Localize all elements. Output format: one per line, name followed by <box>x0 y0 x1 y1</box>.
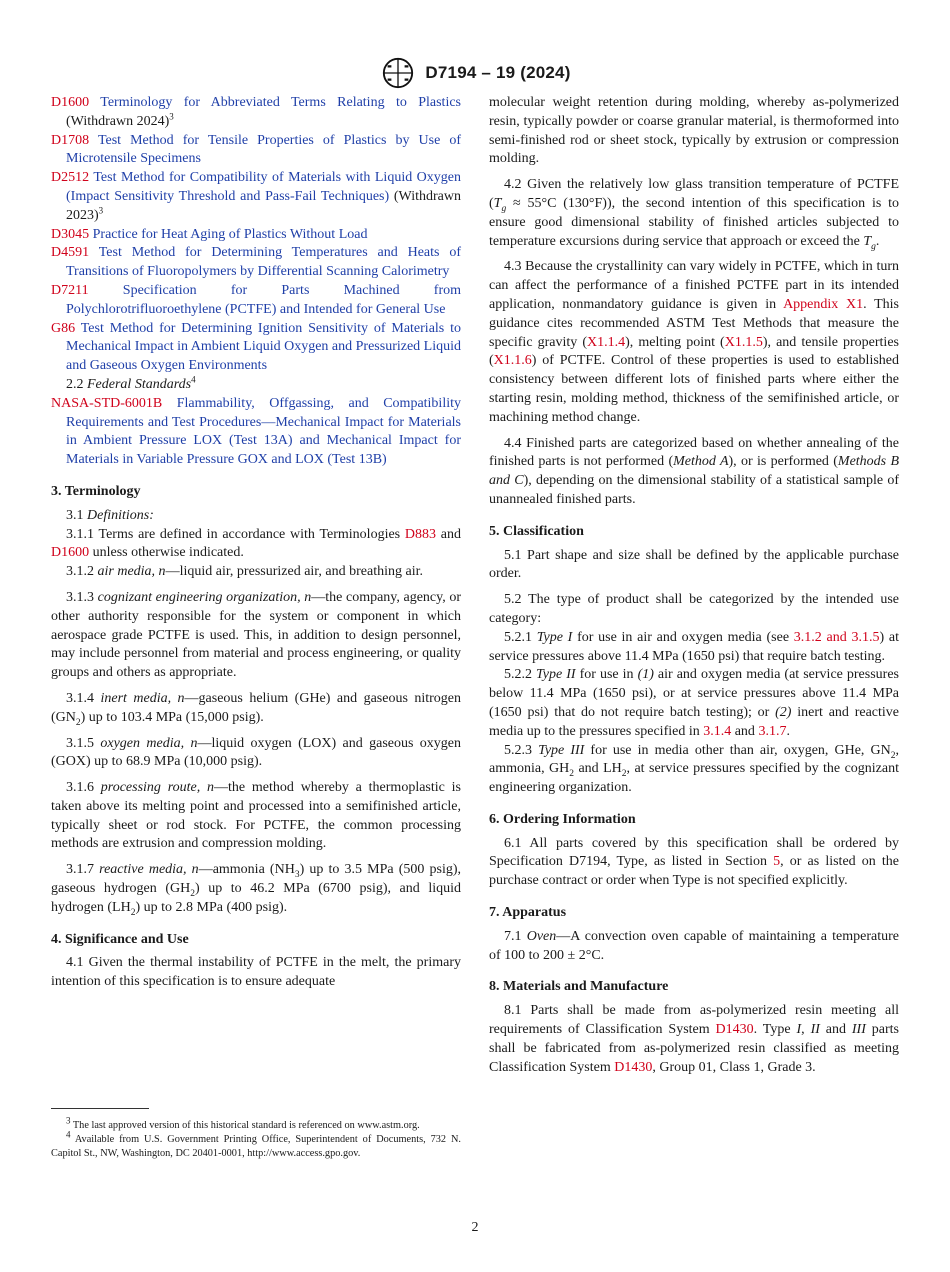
paragraph: 3.1.5 oxygen media, n—liquid oxygen (LOX) and gaseous oxygen (GOX) up to 68.9 MPa (10,000 psig). <box>51 735 462 770</box>
ref-code[interactable]: NASA-STD-6001B <box>51 395 163 411</box>
footnote: $^3$ The last approved version of this historical standard is referenced on www.astm.org. <box>66 1115 420 1131</box>
paragraph: 4.1 Given the thermal instability of PCTFE in the melt, the primary intention of this specification is to ensure adequate <box>51 955 461 990</box>
footnotes <box>51 1115 461 1162</box>
ref-title[interactable]: Terminology for Abbreviated Terms Relating to Plastics <box>100 95 461 110</box>
section-heading-classification: 5. Classification <box>489 523 584 539</box>
ref-note: (Withdrawn 2024) <box>66 113 170 129</box>
paragraph: 3.1 Definitions: <box>66 507 154 523</box>
paragraph: 5.2 The type of product shall be categorized by the intended use category: <box>489 592 899 626</box>
page-number: 2 <box>471 1220 479 1235</box>
ref-note: (Withdrawn 2023) <box>66 188 461 223</box>
paragraph: 8.1 Parts shall be made from as-polymerized resin meeting all requirements of Classification System D1430. Type I, II and III parts shall be fabricated from as-polymerized resin classified as meeting Classification System D1430, Group 01, Class 1, Grade 3. <box>489 1003 899 1075</box>
paragraph: 4.3 Because the crystallinity can vary widely in PCTFE, which in turn can affect the performance of a finished PCTFE part in its intended application, nonmandatory guidance is given in Appendix X1. This guidance cites recommended ASTM Test Methods that measure the specific gravity (X1.1.4), melting point (X1.1.5), and tensile properties (X1.1.6) of PCTFE. Control of these properties is used to established consistency between different lots of finished parts where either the starting resin, molding method, thickness of the semifinished article, or machining method change. <box>489 259 899 425</box>
footnote-ref: 3 <box>169 111 174 122</box>
link[interactable]: 3.1.2 and 3.1.5 <box>793 629 880 645</box>
paragraph: 5.2.2 Type II for use in (1) air and oxygen media (at service pressures below 11.4 MPa (1650 psi), or at service pressures above 11.4 MPa (1650 psi) that do not require batch testing); or (2) inert and reactive media up to the pressures specified in 3.1.4 and 3.1.7. <box>489 667 899 739</box>
ref-code[interactable]: D4591 <box>51 245 90 261</box>
link[interactable]: 3.1.4 <box>703 723 732 739</box>
link[interactable]: D1430 <box>614 1059 653 1075</box>
footnote: $^4$ Available from U.S. Government Printing Office, Superintendent of Documents, 732 N. Capitol St., NW, Washington, DC 20401-0001, http://www.access.gpo.gov. <box>51 1129 461 1160</box>
paragraph: 7.1 Oven—A convection oven capable of maintaining a temperature of 100 to 200 ± 2°C. <box>489 928 899 963</box>
ref-title[interactable]: Specification for Parts Machined from Polychlorotrifluoroethylene (PCTFE) and Intended for General Use <box>66 282 461 317</box>
ref-title[interactable]: Test Method for Tensile Properties of Plastics by Use of Microtensile Specimens <box>66 132 462 167</box>
paragraph: 3.1.4 inert media, n—gaseous helium (GHe) and gaseous nitrogen $(GN_2)$ up to 103.4 MPa (15,000 psig). <box>51 690 462 728</box>
link[interactable]: Appendix X1 <box>783 296 864 312</box>
link[interactable]: X1.1.6 <box>493 353 532 369</box>
federal-standards-heading: 2.2 Federal Standards$^4$ <box>66 374 196 392</box>
ref-title[interactable]: Practice for Heat Aging of Plastics Without Load <box>92 226 368 242</box>
page-header <box>0 56 950 90</box>
ref-title[interactable]: Flammability, Offgassing, and Compatibility Requirements and Test Procedures—Mechanical Impact for Materials in Ambient Pressure LOX (Test 13A) and Mechanical Impact for Materials in Variable Pressure GOX and LOX (Test 13B) <box>66 395 461 468</box>
ref-code[interactable]: D2512 <box>51 170 90 186</box>
ref-title[interactable]: Test Method for Determining Ignition Sensitivity of Materials to Mechanical Impact in Ambient Liquid Oxygen and Pressurized Liquid and Gaseous Oxygen Environments <box>66 320 462 374</box>
section-heading-ordering: 6. Ordering Information <box>489 811 636 827</box>
link[interactable]: D1600 <box>51 545 90 561</box>
ref-code[interactable]: D1708 <box>51 132 90 148</box>
link[interactable]: X1.1.5 <box>724 334 763 350</box>
section-heading-materials: 8. Materials and Manufacture <box>489 979 669 995</box>
section-heading-terminology: 3. Terminology <box>51 483 141 499</box>
ref-code[interactable]: D1600 <box>51 95 90 110</box>
ref-code[interactable]: G86 <box>51 320 76 336</box>
link[interactable]: X1.1.4 <box>587 334 626 350</box>
link[interactable]: D1430 <box>715 1022 754 1038</box>
link[interactable]: 5 <box>773 854 781 870</box>
paragraph: molecular weight retention during molding, whereby as-polymerized resin, typically powder or coarse granular material, is thermoformed into semi-finished rod or sheet stock, typically by extrusion or compression molding. <box>489 95 899 167</box>
right-column <box>489 94 899 1077</box>
paragraph: 4.4 Finished parts are categorized based on whether annealing of the finished parts is not performed (Method A), or is performed (Methods B and C), depending on the dimensional stability of a statistical sample of unannealed finished parts. <box>489 435 899 507</box>
section-heading-significance: 4. Significance and Use <box>51 931 189 947</box>
section-heading-apparatus: 7. Apparatus <box>489 905 567 921</box>
paragraph: 5.1 Part shape and size shall be defined by the applicable purchase order. <box>489 547 899 582</box>
footnote-ref: 3 <box>98 205 104 216</box>
ref-title[interactable]: Test Method for Compatibility of Materials with Liquid Oxygen (Impact Sensitivity Threshold and Pass-Fail Techniques) <box>66 170 462 204</box>
footnote-divider <box>51 1108 149 1109</box>
link[interactable]: D883 <box>404 526 437 542</box>
ref-title[interactable]: Test Method for Determining Temperatures and Heats of Transitions of Fluoropolymers by Differential Scanning Calorimetry <box>66 245 461 280</box>
ref-code[interactable]: D7211 <box>51 282 89 298</box>
paragraph: 3.1.6 processing route, n—the method whereby a thermoplastic is taken above its melting point and processed into a semifinished article, typically sheet or rod stock. For PCTFE, the common processing methods are extrusion and compression molding. <box>51 780 461 852</box>
reference-list <box>51 94 461 470</box>
ref-code[interactable]: D3045 <box>51 226 90 242</box>
paragraph: 4.2 Given the relatively low glass transition temperature of PCTFE ($T_g \approx 55^\circ C$ (130°F)), the second intention of this specification is to ensure good dimensional stability of finished articles subjected to temperature excursions during service that approach or exceed the $T_g$. <box>489 177 899 252</box>
paragraph: 5.2.1 Type I for use in air and oxygen media (see 3.1.2 and 3.1.5) at service pressures above 11.4 MPa (1650 psi) that require batch testing. <box>489 629 900 664</box>
paragraph: 3.1.3 cognizant engineering organization, n—the company, agency, or other authority responsible for the system or component in which aerospace grade PCTFE is used. This, in addition to design personnel, may include personnel from material and process engineering, or quality groups and others as appropriate. <box>51 589 462 681</box>
paragraph: 6.1 All parts covered by this specification shall be ordered by Specification D7194, Type, as listed in Section 5, or as listed on the purchase contract or order when Type is not specified explicitly. <box>489 835 899 889</box>
paragraph: 5.2.3 Type III for use in media other than air, oxygen, GHe, $GN_2$, ammonia, $GH_2$ and $LH_2$, at service pressures specified by the cognizant engineering organization. <box>489 742 899 796</box>
left-column <box>51 94 461 992</box>
paragraph: 3.1.7 reactive media, n—ammonia $(NH_3)$ up to 3.5 MPa (500 psig), gaseous hydrogen $(GH_2)$ up to 46.2 MPa (6700 psig), and liquid hydrogen $(LH_2)$ up to 2.8 MPa (400 psig). <box>51 862 462 918</box>
astm-logo-icon <box>379 56 417 90</box>
link[interactable]: 3.1.7 <box>758 723 787 739</box>
designation: D7194 – 19 (2024) <box>425 63 571 82</box>
paragraph: 3.1.2 air media, n—liquid air, pressurized air, and breathing air. <box>66 564 423 580</box>
paragraph: 3.1.1 Terms are defined in accordance with Terminologies D883 and D1600 unless otherwise indicated. <box>51 526 461 561</box>
